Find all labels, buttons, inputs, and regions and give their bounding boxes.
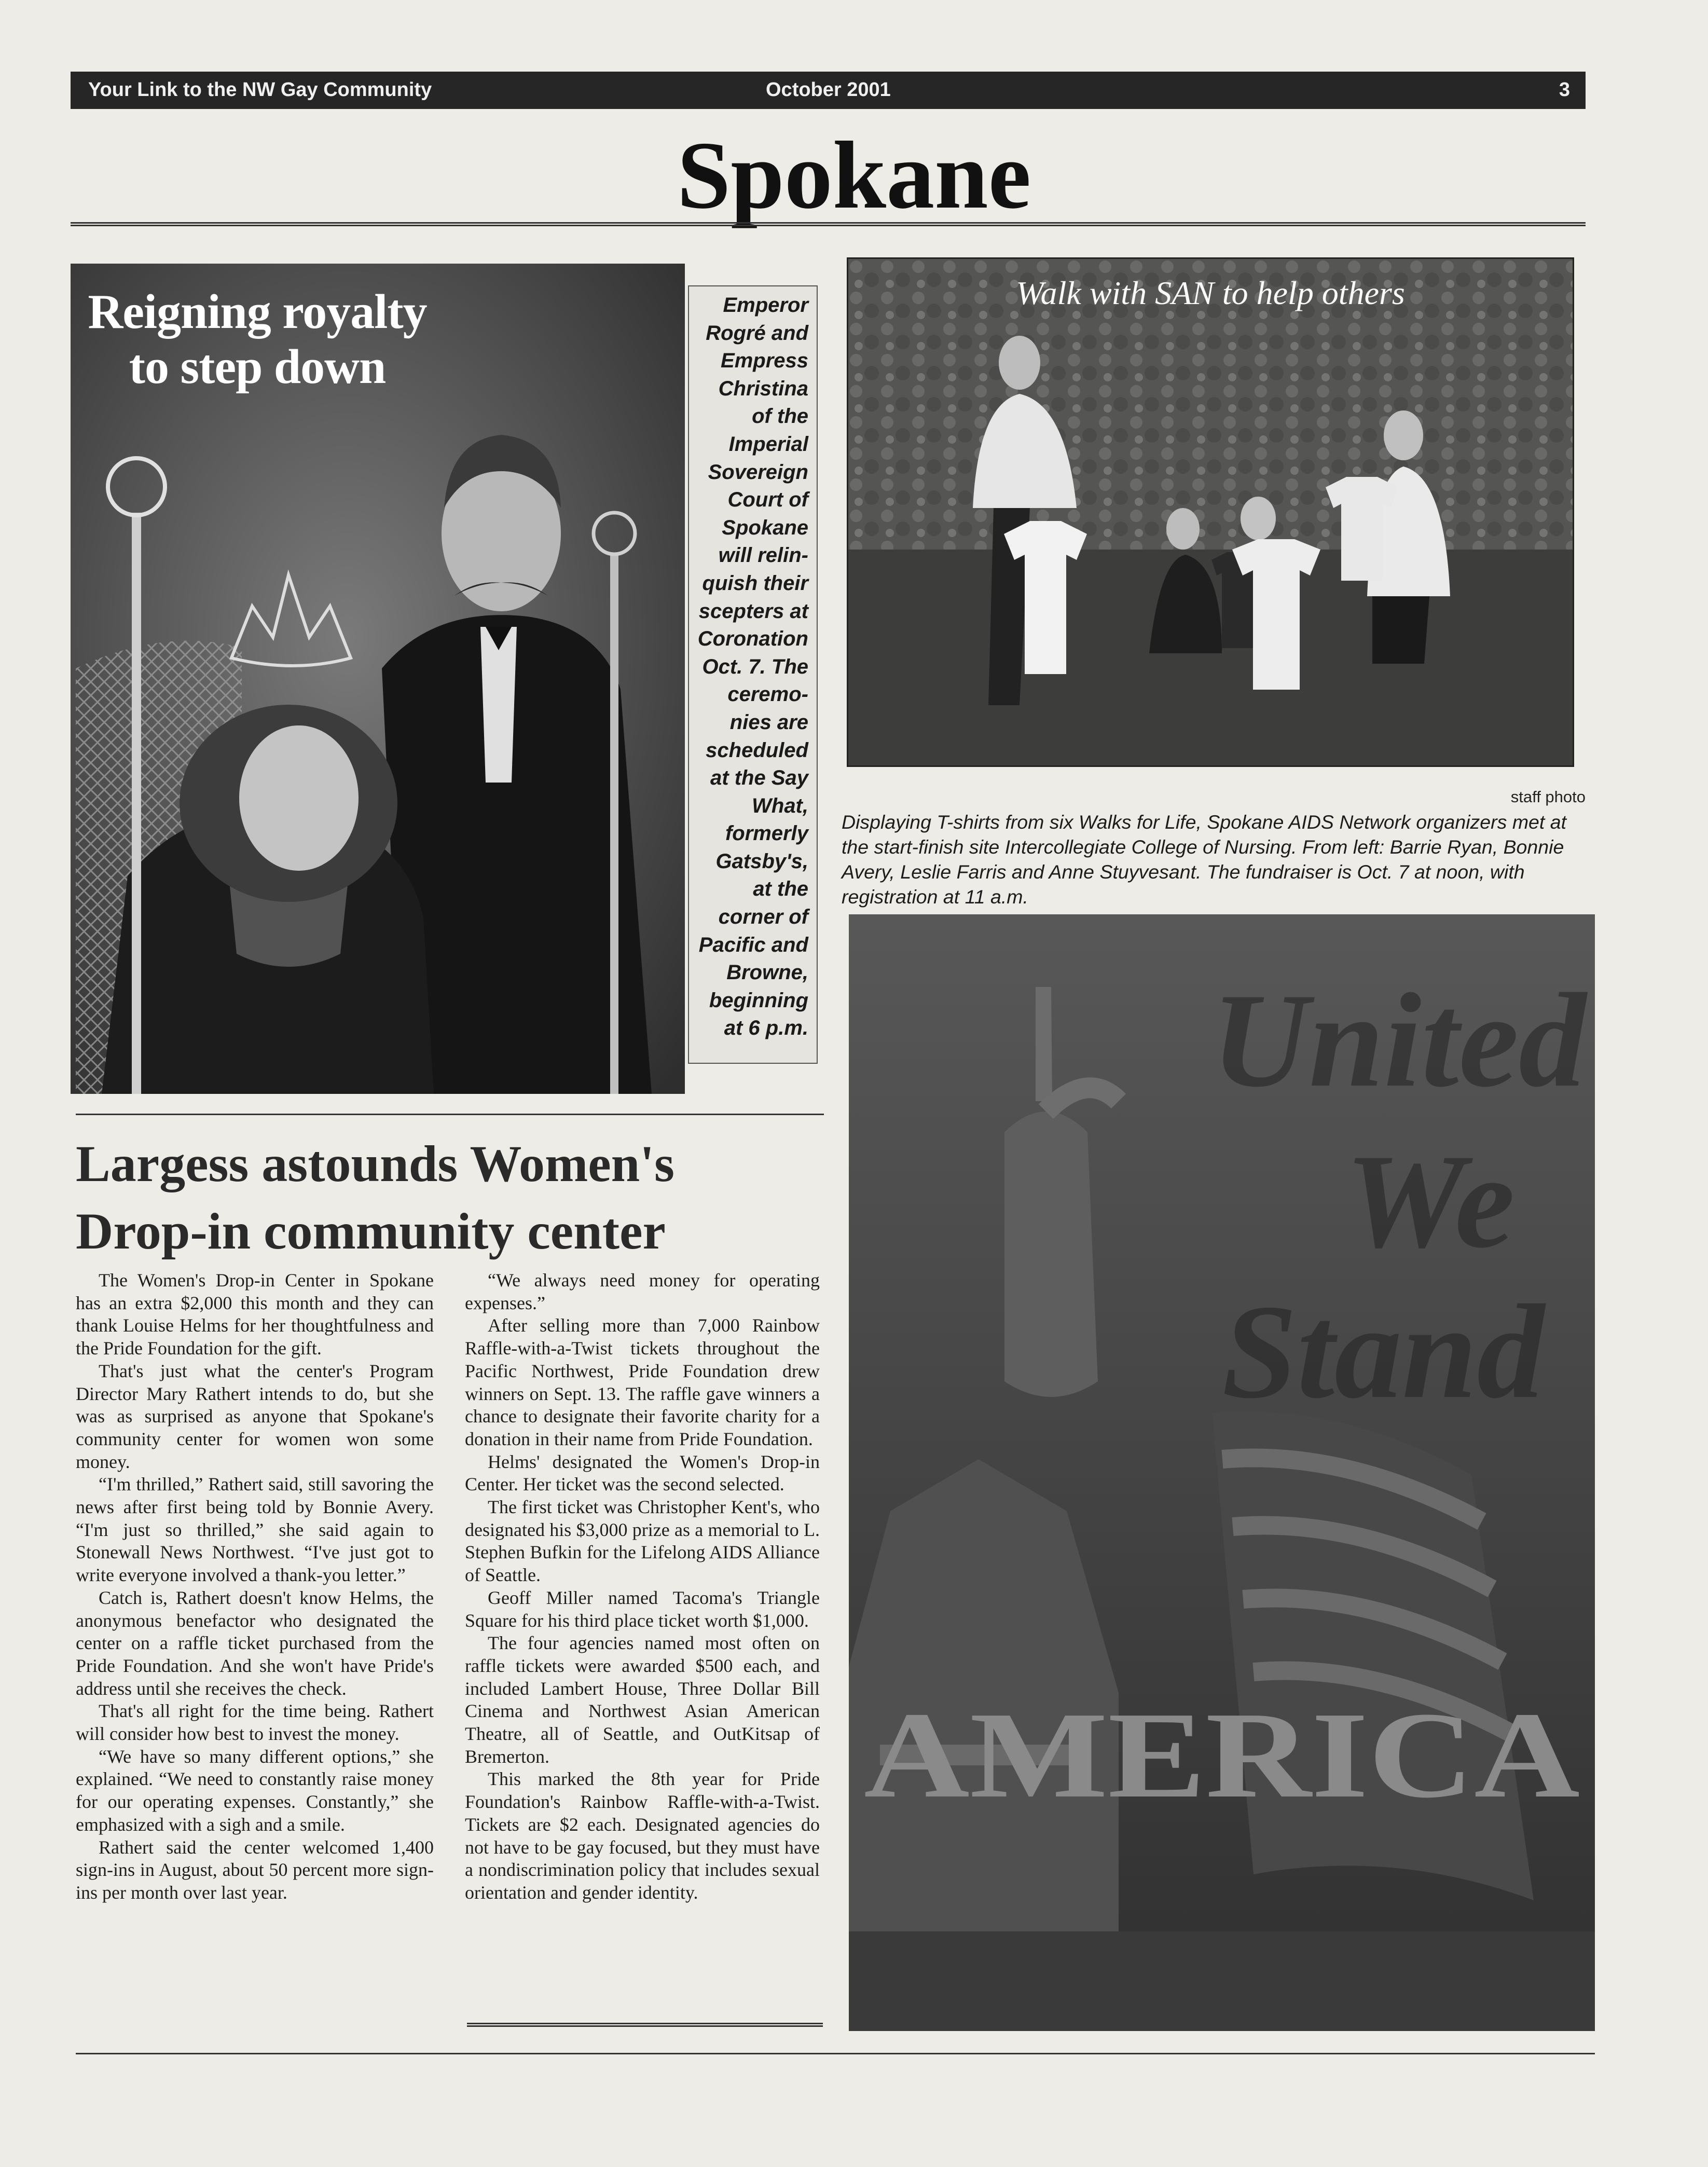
article-paragraph: The four agencies named most often on raffle tickets were awarded $500 each, and included Lambert House, Three Dollar Bill Cinema and Northwest Asian American Theatre, all of Seattle, and OutKitsap of Bremerton.	[465, 1633, 820, 1767]
page-number: 3	[1559, 79, 1570, 101]
walk-photo-art	[848, 259, 1573, 765]
article-paragraph: That's just what the center's Program Director Mary Rathert intends to do, but she was as surprised as anyone that Spokane's community center for women won some money.	[76, 1360, 434, 1472]
caption-line: quish their	[702, 571, 808, 595]
page-bottom-rule	[76, 2053, 1595, 2054]
caption-line: Sovereign	[708, 460, 808, 484]
caption-line: Oct. 7. The	[702, 655, 808, 678]
caption-line: What,	[752, 794, 808, 817]
america-word-america: AMERICA	[864, 1687, 1580, 1823]
article-paragraph: The Women's Drop-in Center in Spokane has an extra $2,000 this month and they can thank Louise Helms for her thoughtfulness and the Pride Foundation for the gift.	[76, 1270, 434, 1359]
article-column-right	[465, 1269, 820, 1904]
caption-line: ceremo-	[727, 683, 808, 706]
header-date: October 2001	[766, 79, 891, 101]
article-paragraph: Rathert said the center welcomed 1,400 sign-ins in August, about 50 percent more sign-ins per month over last year.	[76, 1836, 434, 1903]
caption-line: Court of	[727, 488, 808, 512]
caption-line: of the	[752, 405, 808, 428]
caption-line: beginning	[709, 989, 808, 1012]
caption-line: Rogré and	[706, 321, 808, 345]
section-title: Spokane	[677, 122, 1031, 229]
article-headline	[76, 1130, 844, 1265]
photo-credit: staff photo	[1510, 788, 1586, 806]
caption-line: Coronation	[697, 627, 808, 651]
article-paragraph: “We always need money for operating expenses.”	[465, 1270, 820, 1313]
article-paragraph: Helms' designated the Women's Drop-in Center. Her ticket was the second selected.	[465, 1451, 820, 1495]
article-column-left	[76, 1269, 434, 1904]
title-rule	[71, 222, 1586, 226]
article-headline-line1: Largess astounds Women's	[76, 1135, 674, 1192]
royalty-headline-line2: to step down	[129, 340, 386, 394]
america-word-stand: Stand	[1222, 1277, 1545, 1427]
caption-line: nies are	[729, 710, 808, 734]
article-paragraph: “We have so many different options,” she explained. “We need to constantly raise money for our operating expenses. Constantly,” she emphasized with a sigh and a smile.	[76, 1746, 434, 1835]
caption-line: will relin-	[718, 544, 808, 567]
article-end-rule	[467, 2023, 823, 2027]
caption-line: Christina	[718, 377, 808, 400]
caption-line: at the	[753, 877, 808, 901]
caption-line: at the Say	[710, 766, 808, 790]
royalty-headline-line1: Reigning royalty	[88, 285, 427, 339]
caption-line: scepters at	[698, 599, 808, 623]
walk-photo	[847, 257, 1574, 767]
royalty-headline	[71, 284, 444, 394]
article-paragraph: After selling more than 7,000 Rainbow Raffle-with-a-Twist tickets throughout the Pacific Northwest, Pride Foundation drew winners on Sept. 13. The raffle gave winners a chance to designate their favorite charity for a donation in their name from Pride Foundation.	[465, 1315, 820, 1449]
article-paragraph: The first ticket was Christopher Kent's, who designated his $3,000 prize as a memorial to L. Stephen Bufkin for the Lifelong AIDS Alliance of Seattle.	[465, 1497, 820, 1586]
caption-line: at 6 p.m.	[724, 1017, 808, 1040]
caption-line: Emperor	[723, 294, 808, 317]
header-tagline: Your Link to the NW Gay Community	[88, 79, 432, 101]
caption-line: Pacific and	[698, 933, 808, 956]
article-paragraph: Catch is, Rathert doesn't know Helms, the anonymous benefactor who designated the center on a raffle ticket purchased from the Pride Foundation. And she won't have Pride's address until she receives the check.	[76, 1587, 434, 1699]
america-photo-art	[849, 914, 1595, 2031]
caption-line: corner of	[718, 906, 808, 929]
america-word-united: United	[1211, 966, 1587, 1115]
article-top-rule	[76, 1114, 824, 1115]
caption-line: Imperial	[728, 432, 808, 456]
america-word-we: We	[1345, 1127, 1515, 1276]
caption-line: Spokane	[722, 516, 808, 539]
caption-line: formerly	[725, 822, 808, 845]
royalty-caption	[688, 285, 818, 1064]
caption-line: Gatsby's,	[715, 849, 808, 873]
caption-line: scheduled	[706, 738, 808, 762]
america-photo	[849, 914, 1595, 2031]
article-headline-line2: Drop-in community center	[76, 1202, 666, 1260]
walk-caption: Displaying T-shirts from six Walks for Life, Spokane AIDS Network organizers met at the start-finish site Intercollegiate College of Nursing. From left: Barrie Ryan, Bonnie Avery, Leslie Farris and Anne Stuyvesant. The fundraiser is Oct. 7 at noon, with registration at 11 a.m.	[842, 811, 1567, 908]
article-paragraph: “I'm thrilled,” Rathert said, still savoring the news after first being told by Bonnie Avery. “I'm just so thrilled,” she said again to Stonewall News Northwest. “I've just got to write everyone involved a thank-you letter.”	[76, 1474, 434, 1586]
article-paragraph: Geoff Miller named Tacoma's Triangle Square for his third place ticket worth $1,000.	[465, 1587, 820, 1631]
header-bar	[71, 72, 1586, 109]
article-paragraph: This marked the 8th year for Pride Foundation's Rainbow Raffle-with-a-Twist. Tickets are $2 each. Designated agencies do not have to be gay focused, but they must have a nondiscrimination policy that includes sexual orientation and gender identity.	[465, 1768, 820, 1903]
walk-headline: Walk with SAN to help others	[1016, 275, 1405, 311]
caption-line: Empress	[721, 349, 808, 373]
article-paragraph: That's all right for the time being. Rathert will consider how best to invest the money.	[76, 1700, 434, 1745]
caption-line: Browne,	[726, 961, 808, 984]
